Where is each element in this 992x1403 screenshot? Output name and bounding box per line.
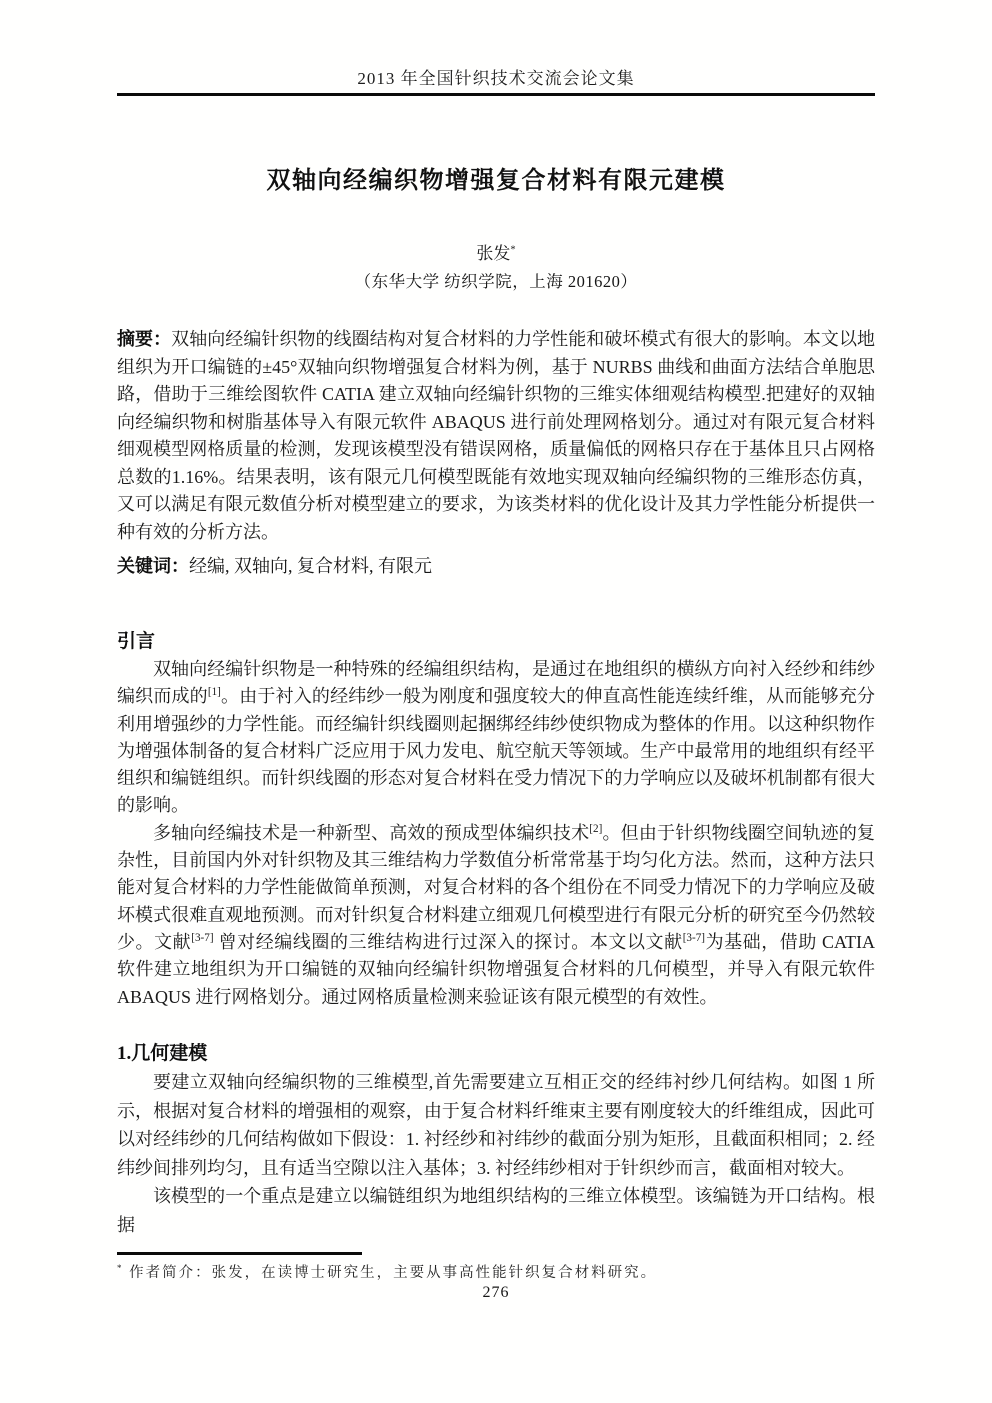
footnote-text: 作者简介：张发，在读博士研究生，主要从事高性能针织复合材料研究。 [123, 1265, 658, 1281]
author-name: 张发 [476, 244, 511, 263]
footnote-symbol: * [117, 1263, 124, 1274]
keywords-label: 关键词： [117, 556, 189, 576]
affiliation: （东华大学 纺织学院，上海 201620） [354, 272, 638, 291]
footnote-divider [117, 1252, 362, 1255]
intro-heading: 引言 [117, 631, 156, 652]
page-number: 276 [482, 1284, 510, 1301]
author-line [0, 239, 992, 264]
header-divider [117, 93, 875, 96]
abstract-text: 双轴向经编针织物的线圈结构对复合材料的力学性能和破坏模式有很大的影响。本文以地组织为开口编链的±45°双轴向织物增强复合材料为例，基于 NURBS 曲线和曲面方法结合单胞思路，借助于三维绘图软件 CATIA 建立双轴向经编针织物的三维实体细观结构模型.把建好的双轴向经编织物和树脂基体导入有限元软件 ABAQUS 进行前处理网格划分。通过对有限元复合材料细观模型网格质量的检测，发现该模型没有错误网格，质量偏低的网格只存在于基体且只占网格总数的1.16%。结果表明，该有限元几何模型既能有效地实现双轴向经编织物的三维形态仿真，又可以满足有限元数值分析对模型建立的要求，为该类材料的优化设计及其力学性能分析提供一种有效的分析方法。 [117, 329, 876, 542]
section1-heading: 1.几何建模 [117, 1043, 208, 1064]
section1-paragraph-2: 该模型的一个重点是建立以编链组织为地组织结构的三维立体模型。该编链为开口结构。根据 [117, 1186, 875, 1235]
section1-paragraph-1: 要建立双轴向经编织物的三维模型,首先需要建立互相正交的经纬衬纱几何结构。如图 1 所示，根据对复合材料的增强相的观察，由于复合材料纤维束主要有刚度较大的纤维组成，因此可以对经纬纱的几何结构做如下假设：1. 衬经纱和衬纬纱的截面分别为矩形，且截面积相同；2. 经纬纱间排列均匀，且有适当空隙以注入基体；3. 衬经纬纱相对于针织纱而言，截面相对较大。 [117, 1072, 875, 1178]
section1-body [117, 1068, 875, 1239]
footnote [117, 1261, 875, 1282]
intro-paragraph-2: 多轴向经编技术是一种新型、高效的预成型体编织技术[2]。但由于针织物线圈空间轨迹的复杂性，目前国内外对针织物及其三维结构力学数值分析常常基于均匀化方法。然而，这种方法只能对复合材料的力学性能做简单预测，对复合材料的各个组份在不同受力情况下的力学响应及破坏模式很难直观地预测。而对针织复合材料建立细观几何模型进行有限元分析的研究至今仍然较少。文献[3-7] 曾对经编线圈的三维结构进行过深入的探讨。本文以文献[3-7]为基础，借助 CATIA 软件建立地组织为开口编链的双轴向经编针织物增强复合材料的几何模型，并导入有限元软件 ABAQUS 进行网格划分。通过网格质量检测来验证该有限元模型的有效性。 [117, 822, 875, 1007]
abstract [117, 326, 875, 546]
page-title: 双轴向经编织物增强复合材料有限元建模 [266, 168, 726, 194]
intro-body [117, 656, 875, 1011]
author-note-symbol: * [510, 244, 516, 256]
keywords [117, 553, 875, 581]
abstract-label: 摘要： [117, 329, 172, 349]
journal-header: 2013 年全国针织技术交流会论文集 [357, 69, 635, 88]
keywords-text: 经编, 双轴向, 复合材料, 有限元 [189, 556, 432, 576]
intro-paragraph-1: 双轴向经编针织物是一种特殊的经编组织结构，是通过在地组织的横纵方向衬入经纱和纬纱编织而成的[1]。由于衬入的经纬纱一般为刚度和强度较大的伸直高性能连续纤维，从而能够充分利用增强纱的力学性能。而经编针织线圈则起捆绑经纬纱使织物成为整体的作用。以这种织物作为增强体制备的复合材料广泛应用于风力发电、航空航天等领域。生产中最常用的地组织有经平组织和编链组织。而针织线圈的形态对复合材料在受力情况下的力学响应以及破坏机制都有很大的影响。 [117, 659, 876, 816]
